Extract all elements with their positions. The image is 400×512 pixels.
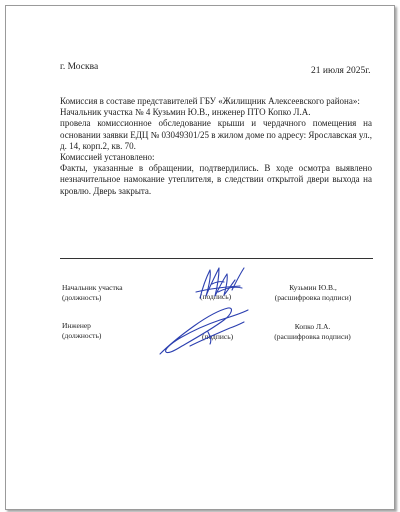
- signer2-position-caption: (должность): [62, 330, 102, 340]
- commission-intro: Комиссия в составе представителей ГБУ «Жилищник Алексеевского района»:: [60, 96, 360, 106]
- signer2-name: Копко Л.А.: [294, 322, 331, 331]
- signer1-position-caption: (должность): [62, 292, 102, 302]
- signer2-name-block: [265, 322, 360, 341]
- separator-line: [60, 258, 373, 259]
- signer1-name-block: [268, 283, 358, 302]
- signer2-sign-caption: (подпись): [202, 332, 234, 341]
- signer2-position-block: [62, 321, 101, 340]
- document-body: [60, 96, 372, 197]
- findings-text: Факты, указанные в обращении, подтвердились. В ходе осмотра выявлено незначительное намокание утеплителя, в следствии открытой двери выхода на кровлю. Дверь закрыта.: [60, 163, 372, 196]
- signer1-sign-caption: (подпись): [200, 292, 232, 301]
- signer1-name: Кузьмин Ю.В.,: [289, 283, 337, 292]
- city: г. Москва: [60, 62, 99, 72]
- signer1-position: Начальник участка: [62, 283, 123, 292]
- signer1-position-block: [62, 283, 123, 302]
- inspection-text: провела комиссионное обследование крыши и чердачного помещения на основании заявки ЕДЦ № 03049301/25 в жилом доме по адресу: Ярославская ул., д. 14, корп.2, кв. 70.: [60, 118, 372, 151]
- commission-members: Начальник участка № 4 Кузьмин Ю.В., инженер ПТО Копко Л.А.: [60, 107, 311, 118]
- signer2-name-caption: (расшифровка подписи): [274, 331, 351, 341]
- signer2-position: Инженер: [62, 321, 91, 330]
- signature-2-image: [150, 296, 260, 366]
- signer1-name-caption: (расшифровка подписи): [274, 292, 352, 302]
- document-date: 21 июля 2025г.: [311, 66, 371, 76]
- findings-heading: Комиссией установлено:: [60, 152, 155, 163]
